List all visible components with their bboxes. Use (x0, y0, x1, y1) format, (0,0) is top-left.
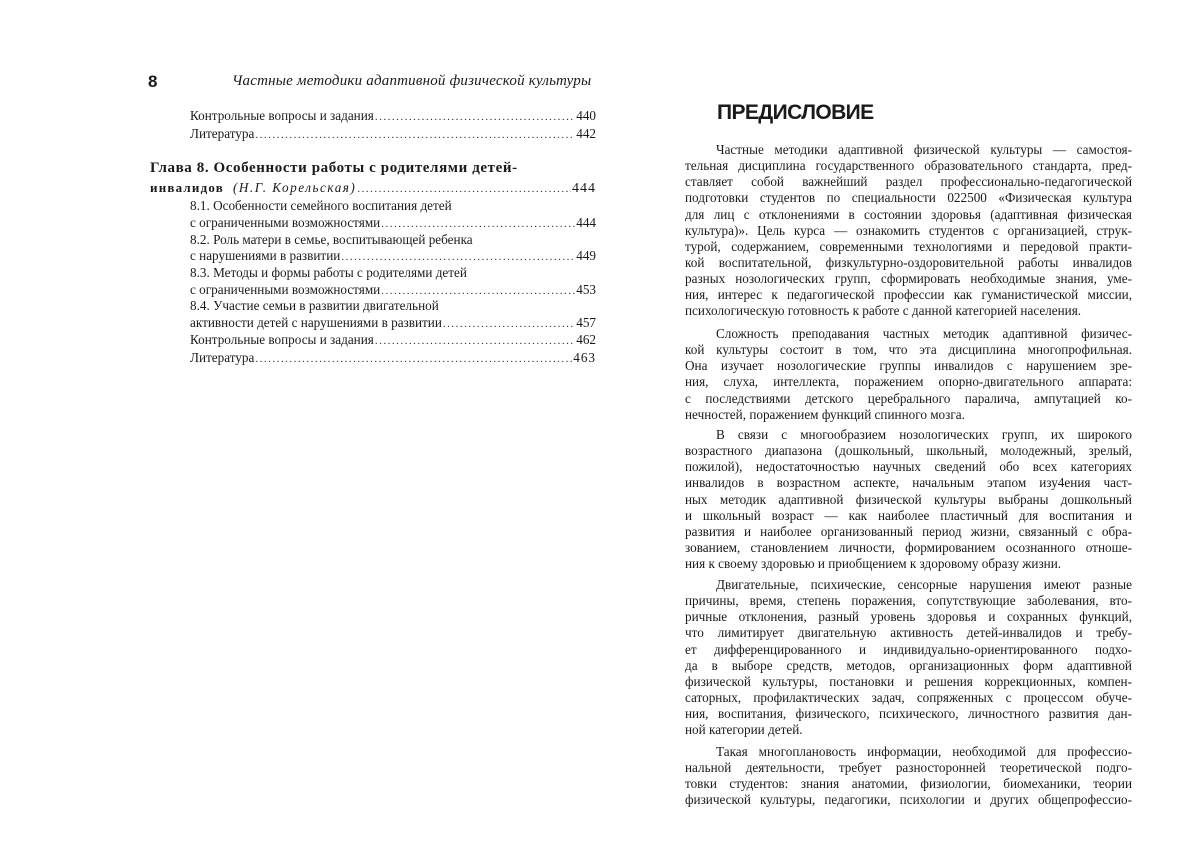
toc-section-title-continued: активности детей с нарушениями в развитии (190, 315, 442, 331)
running-head: Частные методики адаптивной физической культуры (232, 73, 591, 90)
toc-entry-page: 462 (576, 332, 596, 348)
paragraph-line: и школьный возраст — как наиболее пластичный для воспитания и (685, 508, 1132, 524)
toc-entry (190, 350, 596, 367)
paragraph-line: разных нозологических групп, сформировать необходимые знания, уме- (685, 271, 1132, 287)
toc-leader (255, 127, 575, 143)
paragraph-line: ных методик адаптивной физической культуры выбраны дошкольный (685, 492, 1132, 508)
paragraph-line: ния, интерес к педагогической профессии как гуманистической миссии, (685, 287, 1132, 303)
paragraph-line: ричные отклонения, разный уровень здоровья и сохранных функций, (685, 609, 1132, 625)
chapter-title-continued: инвалидов (150, 180, 224, 196)
chapter-title-line2 (150, 180, 596, 197)
paragraph-line: кой культуры состоит в том, что эта дисциплина многопрофильная. (685, 342, 1132, 358)
chapter-page: 444 (572, 181, 596, 197)
toc-entry-page: 440 (576, 108, 596, 124)
paragraph-line: с последствиями детского церебрального паралича, ампутацией ко- (685, 391, 1132, 407)
paragraph-line: инвалидов в возрастном аспекте, начальным этапом изу4ения част- (685, 475, 1132, 491)
toc-entry (190, 126, 596, 143)
paragraph-line: ния к своему здоровью и приобщением к здоровому образу жизни. (685, 556, 1132, 572)
toc-section-title: 8.2. Роль матери в семье, воспитывающей ребенка (190, 232, 473, 248)
paragraph-line: ния, слуха, интеллекта, поражением опорно-двигательного аппарата: (685, 374, 1132, 390)
paragraph-line: физической культуры, педагогики, психологии и других общепрофессио- (685, 792, 1132, 808)
toc-leader (381, 216, 575, 232)
toc-section-title: 8.4. Участие семьи в развитии двигательной (190, 298, 439, 314)
left-page (0, 0, 600, 851)
preface-paragraph (685, 744, 1132, 809)
paragraph-line: причины, время, степень поражения, сопутствующие заболевания, вто- (685, 593, 1132, 609)
toc-entry (190, 332, 596, 349)
paragraph-line: ставляет собой важнейший раздел профессионально-педагогической (685, 174, 1132, 190)
paragraph-line: нечностей, поражением функций спинного мозга. (685, 407, 1132, 423)
paragraph-line: Она изучает нозологические группы инвалидов с нарушением зре- (685, 358, 1132, 374)
paragraph-line: Двигательные, психические, сенсорные нарушения имеют разные (685, 577, 1132, 593)
paragraph-line: турой, содержанием, современными технологиями и передовой практи- (685, 239, 1132, 255)
paragraph-line: возрастного диапазона (дошкольный, школьный, молодежный, зрелый, (685, 443, 1132, 459)
paragraph-line: пожилой), недостаточностью научных сведений обо всех категориях (685, 459, 1132, 475)
toc-leader (341, 249, 575, 265)
paragraph-line: Такая многоплановость информации, необходимой для профессио- (685, 744, 1132, 760)
toc-section-title-continued: с ограниченными возможностями (190, 282, 380, 298)
toc-entry-title: Литература (190, 350, 254, 366)
paragraph-line: психологическую готовность к работе с данной категорией населения. (685, 303, 1132, 319)
toc-entry (190, 108, 596, 125)
toc-section-title-continued: с нарушениями в развитии (190, 248, 340, 264)
toc-leader (255, 351, 572, 367)
paragraph-line: тельная дисциплина государственного образовательного стандарта, пред- (685, 158, 1132, 174)
toc-entry-title: Контрольные вопросы и задания (190, 332, 374, 348)
toc-entry-title: Контрольные вопросы и задания (190, 108, 374, 124)
toc-section-title: 8.1. Особенности семейного воспитания детей (190, 198, 452, 214)
preface-paragraph (685, 577, 1132, 738)
paragraph-line: ния, воспитания, физического, психического, личностного развития дан- (685, 706, 1132, 722)
paragraph-line: что лимитирует двигательную активность детей-инвалидов и требу- (685, 625, 1132, 641)
paragraph-line: развития и наиболее организованный период жизни, связанный с обра- (685, 524, 1132, 540)
paragraph-line: кой воспитательной, физкультурно-оздоровительной работы инвалидов (685, 255, 1132, 271)
paragraph-line: Частные методики адаптивной физической культуры — самостоя- (685, 142, 1132, 158)
paragraph-line: ет дифференцированного и индивидуально-ориентированного подхо- (685, 642, 1132, 658)
toc-section (190, 315, 596, 332)
toc-section (190, 248, 596, 265)
paragraph-line: зованием, становлением личности, формированием осознанного отноше- (685, 540, 1132, 556)
paragraph-line: подготовки студентов по специальности 022500 «Физическая культура (685, 190, 1132, 206)
preface-paragraph (685, 326, 1132, 423)
toc-section (190, 215, 596, 232)
chapter-author: (Н.Г. Корельская) (233, 180, 356, 196)
toc-entry-page: 463 (573, 350, 596, 366)
toc-section-title: 8.3. Методы и формы работы с родителями детей (190, 265, 467, 281)
toc-section-page: 449 (576, 248, 596, 264)
toc-leader (375, 333, 575, 349)
toc-section (190, 282, 596, 299)
toc-section-page: 457 (576, 315, 596, 331)
toc-entry-title: Литература (190, 126, 254, 142)
paragraph-line: для лиц с отклонениями в состоянии здоровья (адаптивная физическая (685, 207, 1132, 223)
page-number: 8 (148, 72, 157, 92)
preface-paragraph (685, 142, 1132, 320)
toc-leader (375, 109, 575, 125)
toc-entry-page: 442 (576, 126, 596, 142)
toc-section-title-continued: с ограниченными возможностями (190, 215, 380, 231)
paragraph-line: нальной деятельности, требует разносторонней теоретической подго- (685, 760, 1132, 776)
toc-leader (381, 283, 575, 299)
toc-leader (443, 316, 575, 332)
paragraph-line: Сложность преподавания частных методик адаптивной физичес- (685, 326, 1132, 342)
preface-heading: ПРЕДИСЛОВИЕ (717, 101, 874, 125)
paragraph-line: да в выборе средств, методов, организационных форм адаптивной (685, 658, 1132, 674)
paragraph-line: саторных, профилактических задач, сопряженных с процессом обуче- (685, 690, 1132, 706)
toc-section-page: 453 (576, 282, 596, 298)
paragraph-line: культура)». Цель курса — ознакомить студентов с организацией, струк- (685, 223, 1132, 239)
chapter-title: Глава 8. Особенности работы с родителями детей- (150, 160, 518, 177)
paragraph-line: товки студентов: знания анатомии, физиологии, биомеханики, теории (685, 776, 1132, 792)
paragraph-line: В связи с многообразием нозологических групп, их широкого (685, 427, 1132, 443)
paragraph-line: ной категории детей. (685, 722, 1132, 738)
toc-section-page: 444 (576, 215, 596, 231)
paragraph-line: физической культуры, постановки и решения коррекционных, компен- (685, 674, 1132, 690)
preface-paragraph (685, 427, 1132, 572)
toc-leader (357, 181, 571, 197)
